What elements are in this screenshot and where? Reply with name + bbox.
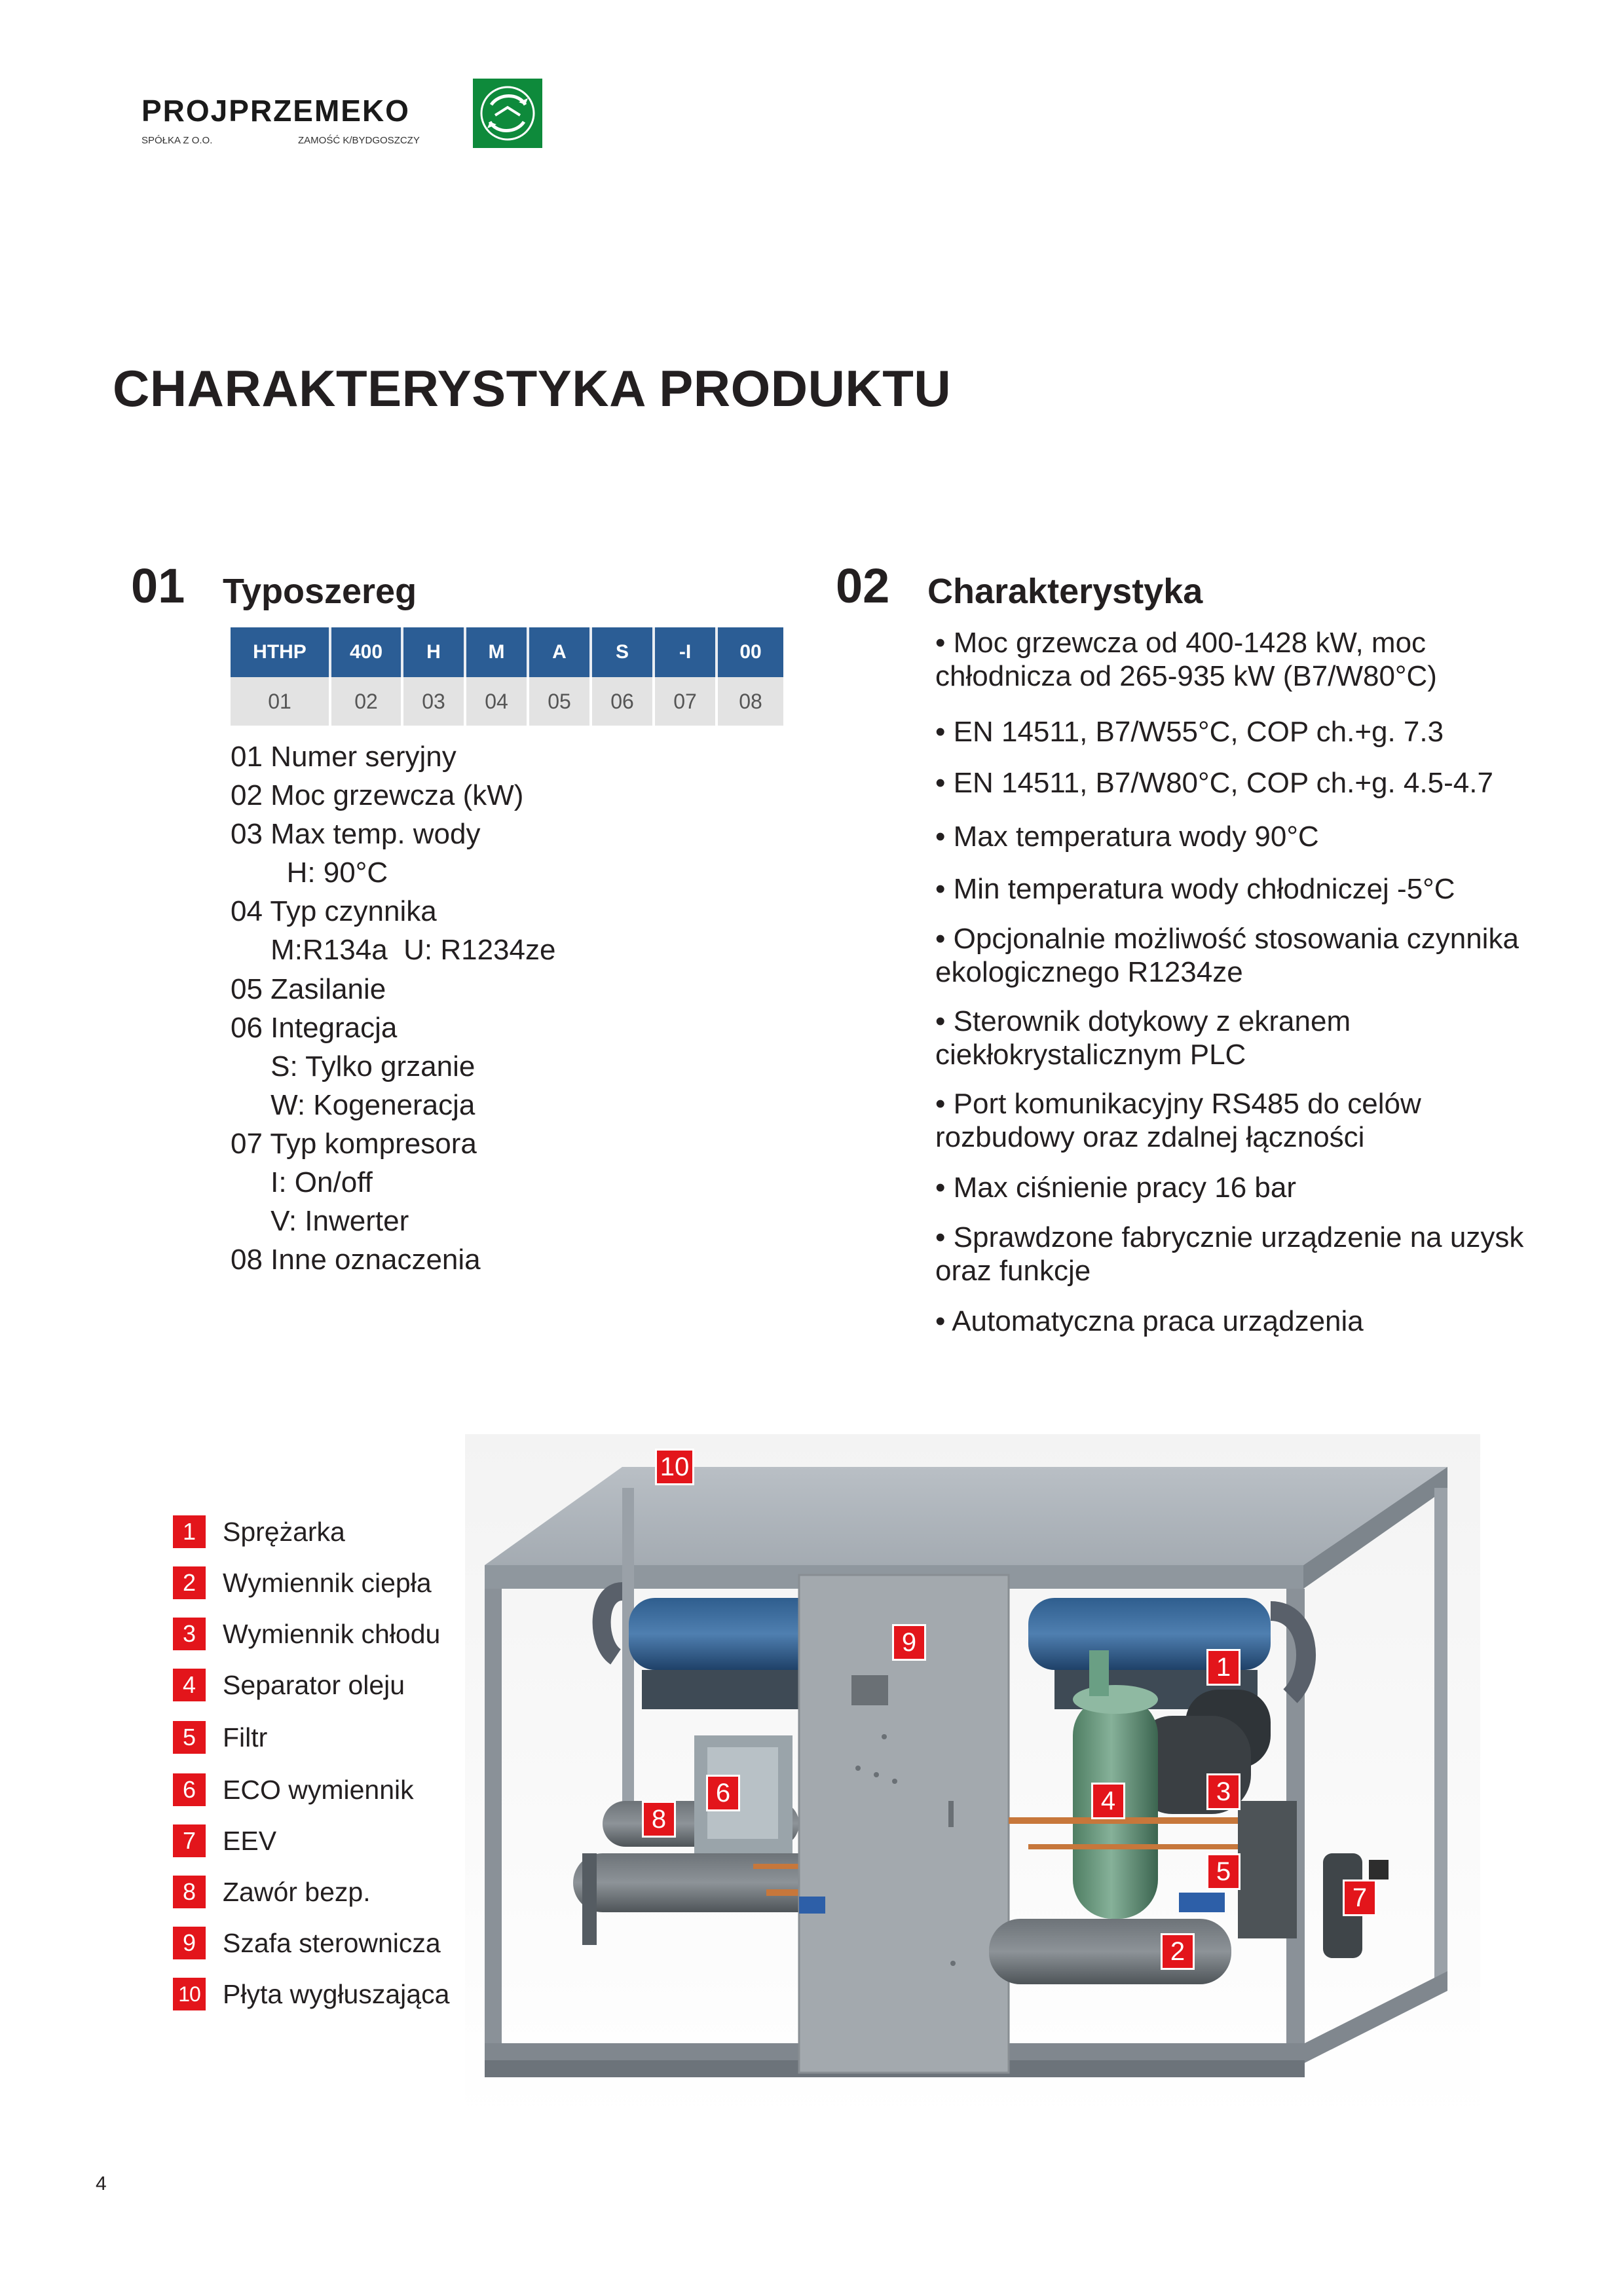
callout-badge: 10 bbox=[655, 1449, 694, 1485]
model-index-row bbox=[231, 677, 783, 726]
legend-badge: 1 bbox=[173, 1515, 206, 1548]
feature-bullet: • Min temperatura wody chłodniczej -5°C bbox=[935, 873, 1455, 905]
list-item: S: Tylko grzanie bbox=[231, 1050, 476, 1083]
callout-badge: 1 bbox=[1206, 1649, 1241, 1686]
legend-item bbox=[173, 1927, 441, 1959]
legend-label: Płyta wygłuszająca bbox=[223, 1978, 450, 2009]
index-cell: 07 bbox=[654, 677, 717, 726]
callout-badge: 5 bbox=[1206, 1853, 1241, 1890]
list-item: H: 90°C bbox=[231, 857, 388, 889]
legend-label: Wymiennik chłodu bbox=[223, 1618, 441, 1649]
callout-badge: 6 bbox=[706, 1775, 740, 1811]
page-title: CHARAKTERYSTYKA PRODUKTU bbox=[113, 360, 952, 417]
legend-badge: 9 bbox=[173, 1927, 206, 1959]
section-2-number: 02 bbox=[836, 559, 890, 613]
list-item: 06 Integracja bbox=[231, 1011, 398, 1044]
callout-badge: 9 bbox=[892, 1624, 926, 1661]
index-cell: 02 bbox=[330, 677, 402, 726]
list-item: 02 Moc grzewcza (kW) bbox=[231, 779, 524, 812]
legend-item bbox=[173, 1876, 371, 1908]
legend-label: Zawór bezp. bbox=[223, 1876, 371, 1907]
section-2-title: Charakterystyka bbox=[927, 572, 1203, 611]
model-code-table bbox=[231, 627, 783, 726]
page-number: 4 bbox=[96, 2173, 107, 2194]
feature-bullet: • Moc grzewcza od 400-1428 kW, moc chłodnicza od 265-935 kW (B7/W80°C) bbox=[935, 627, 1437, 692]
list-item: V: Inwerter bbox=[231, 1205, 409, 1238]
legend-item bbox=[173, 1978, 449, 2010]
list-item: 05 Zasilanie bbox=[231, 972, 386, 1005]
feature-bullet: • Opcjonalnie możliwość stosowania czynnika ekologicznego R1234ze bbox=[935, 923, 1519, 988]
company-location: ZAMOŚĆ K/BYDGOSZCZY bbox=[298, 135, 420, 146]
callout-badge: 7 bbox=[1343, 1879, 1377, 1916]
callout-badge: 8 bbox=[642, 1801, 676, 1838]
list-item: 03 Max temp. wody bbox=[231, 818, 481, 851]
legend-badge: 3 bbox=[173, 1618, 206, 1650]
company-legal-form: SPÓŁKA Z O.O. bbox=[141, 135, 213, 146]
list-item: 04 Typ czynnika bbox=[231, 895, 437, 928]
legend-item bbox=[173, 1824, 276, 1857]
code-cell: H bbox=[402, 627, 465, 677]
index-cell: 03 bbox=[402, 677, 465, 726]
code-cell: HTHP bbox=[231, 627, 330, 677]
legend-item bbox=[173, 1566, 432, 1599]
code-cell: M bbox=[465, 627, 528, 677]
heat-pump-unit-illustration bbox=[465, 1434, 1480, 2122]
section-1-title: Typoszereg bbox=[223, 572, 417, 611]
index-cell: 06 bbox=[591, 677, 654, 726]
legend-label: Filtr bbox=[223, 1722, 268, 1752]
legend-label: ECO wymiennik bbox=[223, 1774, 414, 1805]
code-cell: S bbox=[591, 627, 654, 677]
list-item: 07 Typ kompresora bbox=[231, 1127, 477, 1160]
legend-badge: 5 bbox=[173, 1721, 206, 1754]
list-item: 01 Numer seryjny bbox=[231, 741, 457, 773]
code-cell: 00 bbox=[717, 627, 783, 677]
list-item: W: Kogeneracja bbox=[231, 1088, 476, 1121]
callout-badge: 4 bbox=[1091, 1783, 1125, 1819]
code-cell: -I bbox=[654, 627, 717, 677]
legend-item bbox=[173, 1721, 267, 1754]
legend-label: Wymiennik ciepła bbox=[223, 1567, 432, 1598]
legend-item bbox=[173, 1669, 405, 1701]
legend-badge: 10 bbox=[173, 1978, 206, 2010]
index-cell: 04 bbox=[465, 677, 528, 726]
callout-badge: 3 bbox=[1206, 1773, 1241, 1810]
list-item: 08 Inne oznaczenia bbox=[231, 1244, 481, 1276]
feature-bullet: • Sterownik dotykowy z ekranem ciekłokrystalicznym PLC bbox=[935, 1005, 1351, 1071]
recycle-arrows-icon bbox=[473, 79, 542, 148]
section-1-number: 01 bbox=[131, 559, 185, 613]
legend-label: Szafa sterownicza bbox=[223, 1927, 441, 1958]
legend-badge: 7 bbox=[173, 1824, 206, 1857]
index-cell: 05 bbox=[528, 677, 591, 726]
legend-item bbox=[173, 1773, 414, 1806]
model-code-explanation-list bbox=[231, 737, 555, 1279]
feature-bullet: • Max ciśnienie pracy 16 bar bbox=[935, 1172, 1296, 1204]
legend-badge: 4 bbox=[173, 1669, 206, 1701]
list-item: M:R134a U: R1234ze bbox=[231, 934, 556, 967]
legend-item bbox=[173, 1515, 345, 1548]
legend-badge: 8 bbox=[173, 1876, 206, 1908]
model-code-row bbox=[231, 627, 783, 677]
feature-bullet: • EN 14511, B7/W55°C, COP ch.+g. 7.3 bbox=[935, 716, 1444, 748]
list-item: I: On/off bbox=[231, 1166, 373, 1199]
index-cell: 08 bbox=[717, 677, 783, 726]
code-cell: A bbox=[528, 627, 591, 677]
feature-bullet: • Port komunikacyjny RS485 do celów rozbudowy oraz zdalnej łączności bbox=[935, 1088, 1421, 1153]
company-name: PROJPRZEMEKO bbox=[141, 94, 410, 128]
feature-bullet: • EN 14511, B7/W80°C, COP ch.+g. 4.5-4.7 bbox=[935, 767, 1493, 799]
legend-badge: 6 bbox=[173, 1773, 206, 1806]
feature-bullet: • Automatyczna praca urządzenia bbox=[935, 1305, 1364, 1337]
legend-label: Separator oleju bbox=[223, 1669, 405, 1700]
legend-badge: 2 bbox=[173, 1566, 206, 1599]
legend-item bbox=[173, 1618, 440, 1650]
code-cell: 400 bbox=[330, 627, 402, 677]
legend-label: EEV bbox=[223, 1825, 277, 1856]
callout-badge: 2 bbox=[1161, 1933, 1195, 1970]
feature-bullet: • Max temperatura wody 90°C bbox=[935, 821, 1319, 853]
index-cell: 01 bbox=[231, 677, 330, 726]
legend-label: Sprężarka bbox=[223, 1516, 345, 1547]
feature-bullet: • Sprawdzone fabrycznie urządzenie na uzysk oraz funkcje bbox=[935, 1221, 1524, 1287]
